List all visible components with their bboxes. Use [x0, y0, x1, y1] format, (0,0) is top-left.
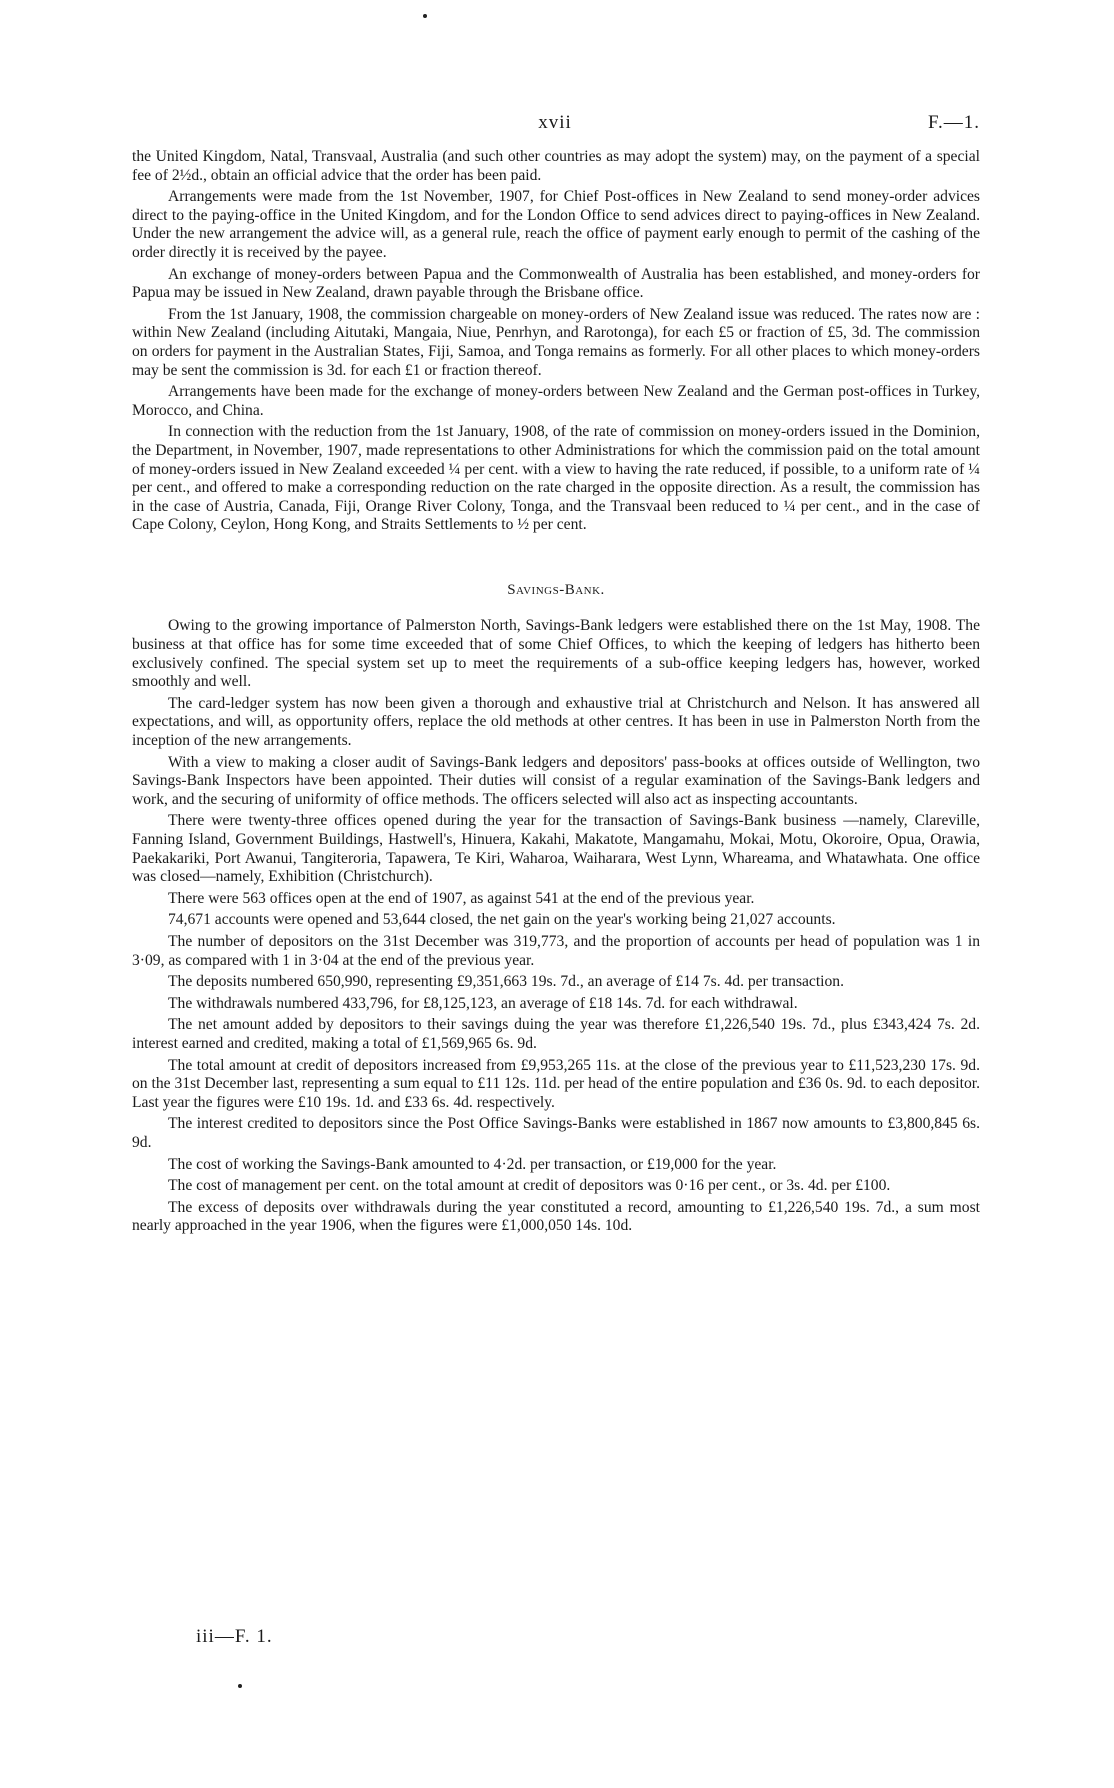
page-number: xvii	[538, 112, 572, 133]
intro-paragraph: Arrangements have been made for the exchange of money-orders between New Zealand and the German post-offices in Turkey, Morocco, and China.	[132, 383, 980, 419]
intro-paragraph: Arrangements were made from the 1st November, 1907, for Chief Post-offices in New Zealand to send money-order advices direct to the paying-office in the United Kingdom, and for the London Office to send advices direct to paying-offices in New Zealand. Under the new arrangement the advice will, as a general rule, reach the office of payment early enough to permit of the cashing of the order directly it is received by the payee.	[132, 188, 980, 261]
savings-paragraph: The deposits numbered 650,990, representing £9,351,663 19s. 7d., an average of £14 7s. 4d. per transaction.	[168, 973, 845, 991]
savings-paragraph: With a view to making a closer audit of Savings-Bank ledgers and depositors' pass-books at offices outside of Wellington, two Savings-Bank Inspectors have been appointed. Their duties will consist of a regular examination of the Savings-Bank ledgers and work, and the securing of uniformity of office methods. The officers selected will also act as inspecting accountants.	[132, 753, 980, 808]
intro-paragraph: From the 1st January, 1908, the commission chargeable on money-orders of New Zealand issue was reduced. The rates now are : within New Zealand (including Aitutaki, Mangaia, Niue, Penrhyn, and Rarotonga), for each £5 or fraction of £5, 3d. The commission on orders for payment in the Australian States, Fiji, Samoa, and Tonga remains as formerly. For all other places to which money-orders may be sent the commission is 3d. for each £1 or fraction thereof.	[132, 305, 980, 379]
savings-paragraph: There were twenty-three offices opened during the year for the transaction of Savings-Bank business —namely, Clareville, Fanning Island, Government Buildings, Hastwell's, Hinuera, Kakahi, Makatote, Mangamahu, Mokai, Motu, Okoroire, Opua, Orawia, Paekakariki, Port Awanui, Tangiteroria, Tapawera, Te Kiri, Waharoa, Waiharara, West Lynn, Whareama, and Whatawhata. One office was closed—namely, Exhibition (Christchurch).	[132, 812, 980, 886]
intro-paragraph: An exchange of money-orders between Papua and the Commonwealth of Australia has been established, and money-orders for Papua may be issued in New Zealand, drawn payable through the Brisbane office.	[132, 265, 980, 302]
intro-paragraph: In connection with the reduction from the 1st January, 1908, of the rate of commission on money-orders issued in the Dominion, the Department, in November, 1907, made representations to other Administrations for which the commission paid on the total amount of money-orders issued in New Zealand exceeded ¼ per cent. with a view to having the rate reduced, if possible, to a uniform rate of ¼ per cent., and offered to make a corresponding reduction on the rate charged in the opposite direction. As a result, the commission has in the case of Austria, Canada, Fiji, Orange River Colony, Tonga, and the Transvaal been reduced to ¼ per cent., and in the case of Cape Colony, Ceylon, Hong Kong, and Straits Settlements to ½ per cent.	[132, 423, 980, 534]
page-header	[130, 112, 980, 142]
savings-paragraph: The card-ledger system has now been given a thorough and exhaustive trial at Christchurch and Nelson. It has answered all expectations, and will, as opportunity offers, replace the old methods at other centres. It has been in use in Palmerston North from the inception of the new arrangements.	[132, 694, 980, 750]
section-heading-savings-bank: Savings-Bank.	[507, 581, 605, 598]
signature-mark: iii—F. 1.	[196, 1626, 273, 1647]
savings-paragraph: The withdrawals numbered 433,796, for £8,125,123, an average of £18 14s. 7d. for each withdrawal.	[168, 994, 798, 1012]
savings-paragraph: There were 563 offices open at the end of 1907, as against 541 at the end of the previous year.	[168, 889, 755, 907]
print-speck-bottom	[238, 1684, 242, 1688]
print-speck-top	[423, 14, 427, 18]
savings-paragraph: The net amount added by depositors to their savings duing the year was therefore £1,226,540 19s. 7d., plus £343,424 7s. 2d. interest earned and credited, making a total of £1,569,965 6s. 9d.	[132, 1016, 980, 1052]
savings-paragraph: The total amount at credit of depositors increased from £9,953,265 11s. at the close of the previous year to £11,523,230 17s. 9d. on the 31st December last, representing a sum equal to £11 12s. 11d. per head of the entire population and £36 0s. 9d. to each depositor. Last year the figures were £10 19s. 1d. and £33 6s. 4d. respectively.	[132, 1056, 980, 1111]
body-text	[132, 148, 980, 1239]
savings-paragraph: Owing to the growing importance of Palmerston North, Savings-Bank ledgers were established there on the 1st May, 1908. The business at that office has for some time exceeded that of some Chief Offices, to which the keeping of ledgers has hitherto been exclusively confined. The special system set up to meet the requirements of a sub-office keeping ledgers has, however, worked smoothly and well.	[132, 617, 980, 691]
intro-paragraph: the United Kingdom, Natal, Transvaal, Australia (and such other countries as may adopt the system) may, on the payment of a special fee of 2½d., obtain an official advice that the order has been paid.	[132, 148, 980, 184]
savings-paragraph: 74,671 accounts were opened and 53,644 closed, the net gain on the year's working being 21,027 accounts.	[168, 911, 836, 929]
document-code: F.—1.	[927, 112, 980, 133]
savings-paragraph: The cost of working the Savings-Bank amounted to 4·2d. per transaction, or £19,000 for the year.	[168, 1155, 777, 1173]
savings-paragraph: The excess of deposits over withdrawals during the year constituted a record, amounting to £1,226,540 19s. 7d., a sum most nearly approached in the year 1906, when the figures were £1,000,050 14s. 10d.	[132, 1198, 980, 1235]
savings-paragraph: The cost of management per cent. on the total amount at credit of depositors was 0·16 per cent., or 3s. 4d. per £100.	[168, 1177, 891, 1195]
savings-paragraph: The number of depositors on the 31st December was 319,773, and the proportion of accounts per head of population was 1 in 3·09, as compared with 1 in 3·04 at the end of the previous year.	[132, 932, 980, 969]
savings-paragraph: The interest credited to depositors since the Post Office Savings-Banks were established in 1867 now amounts to £3,800,845 6s. 9d.	[132, 1115, 980, 1151]
